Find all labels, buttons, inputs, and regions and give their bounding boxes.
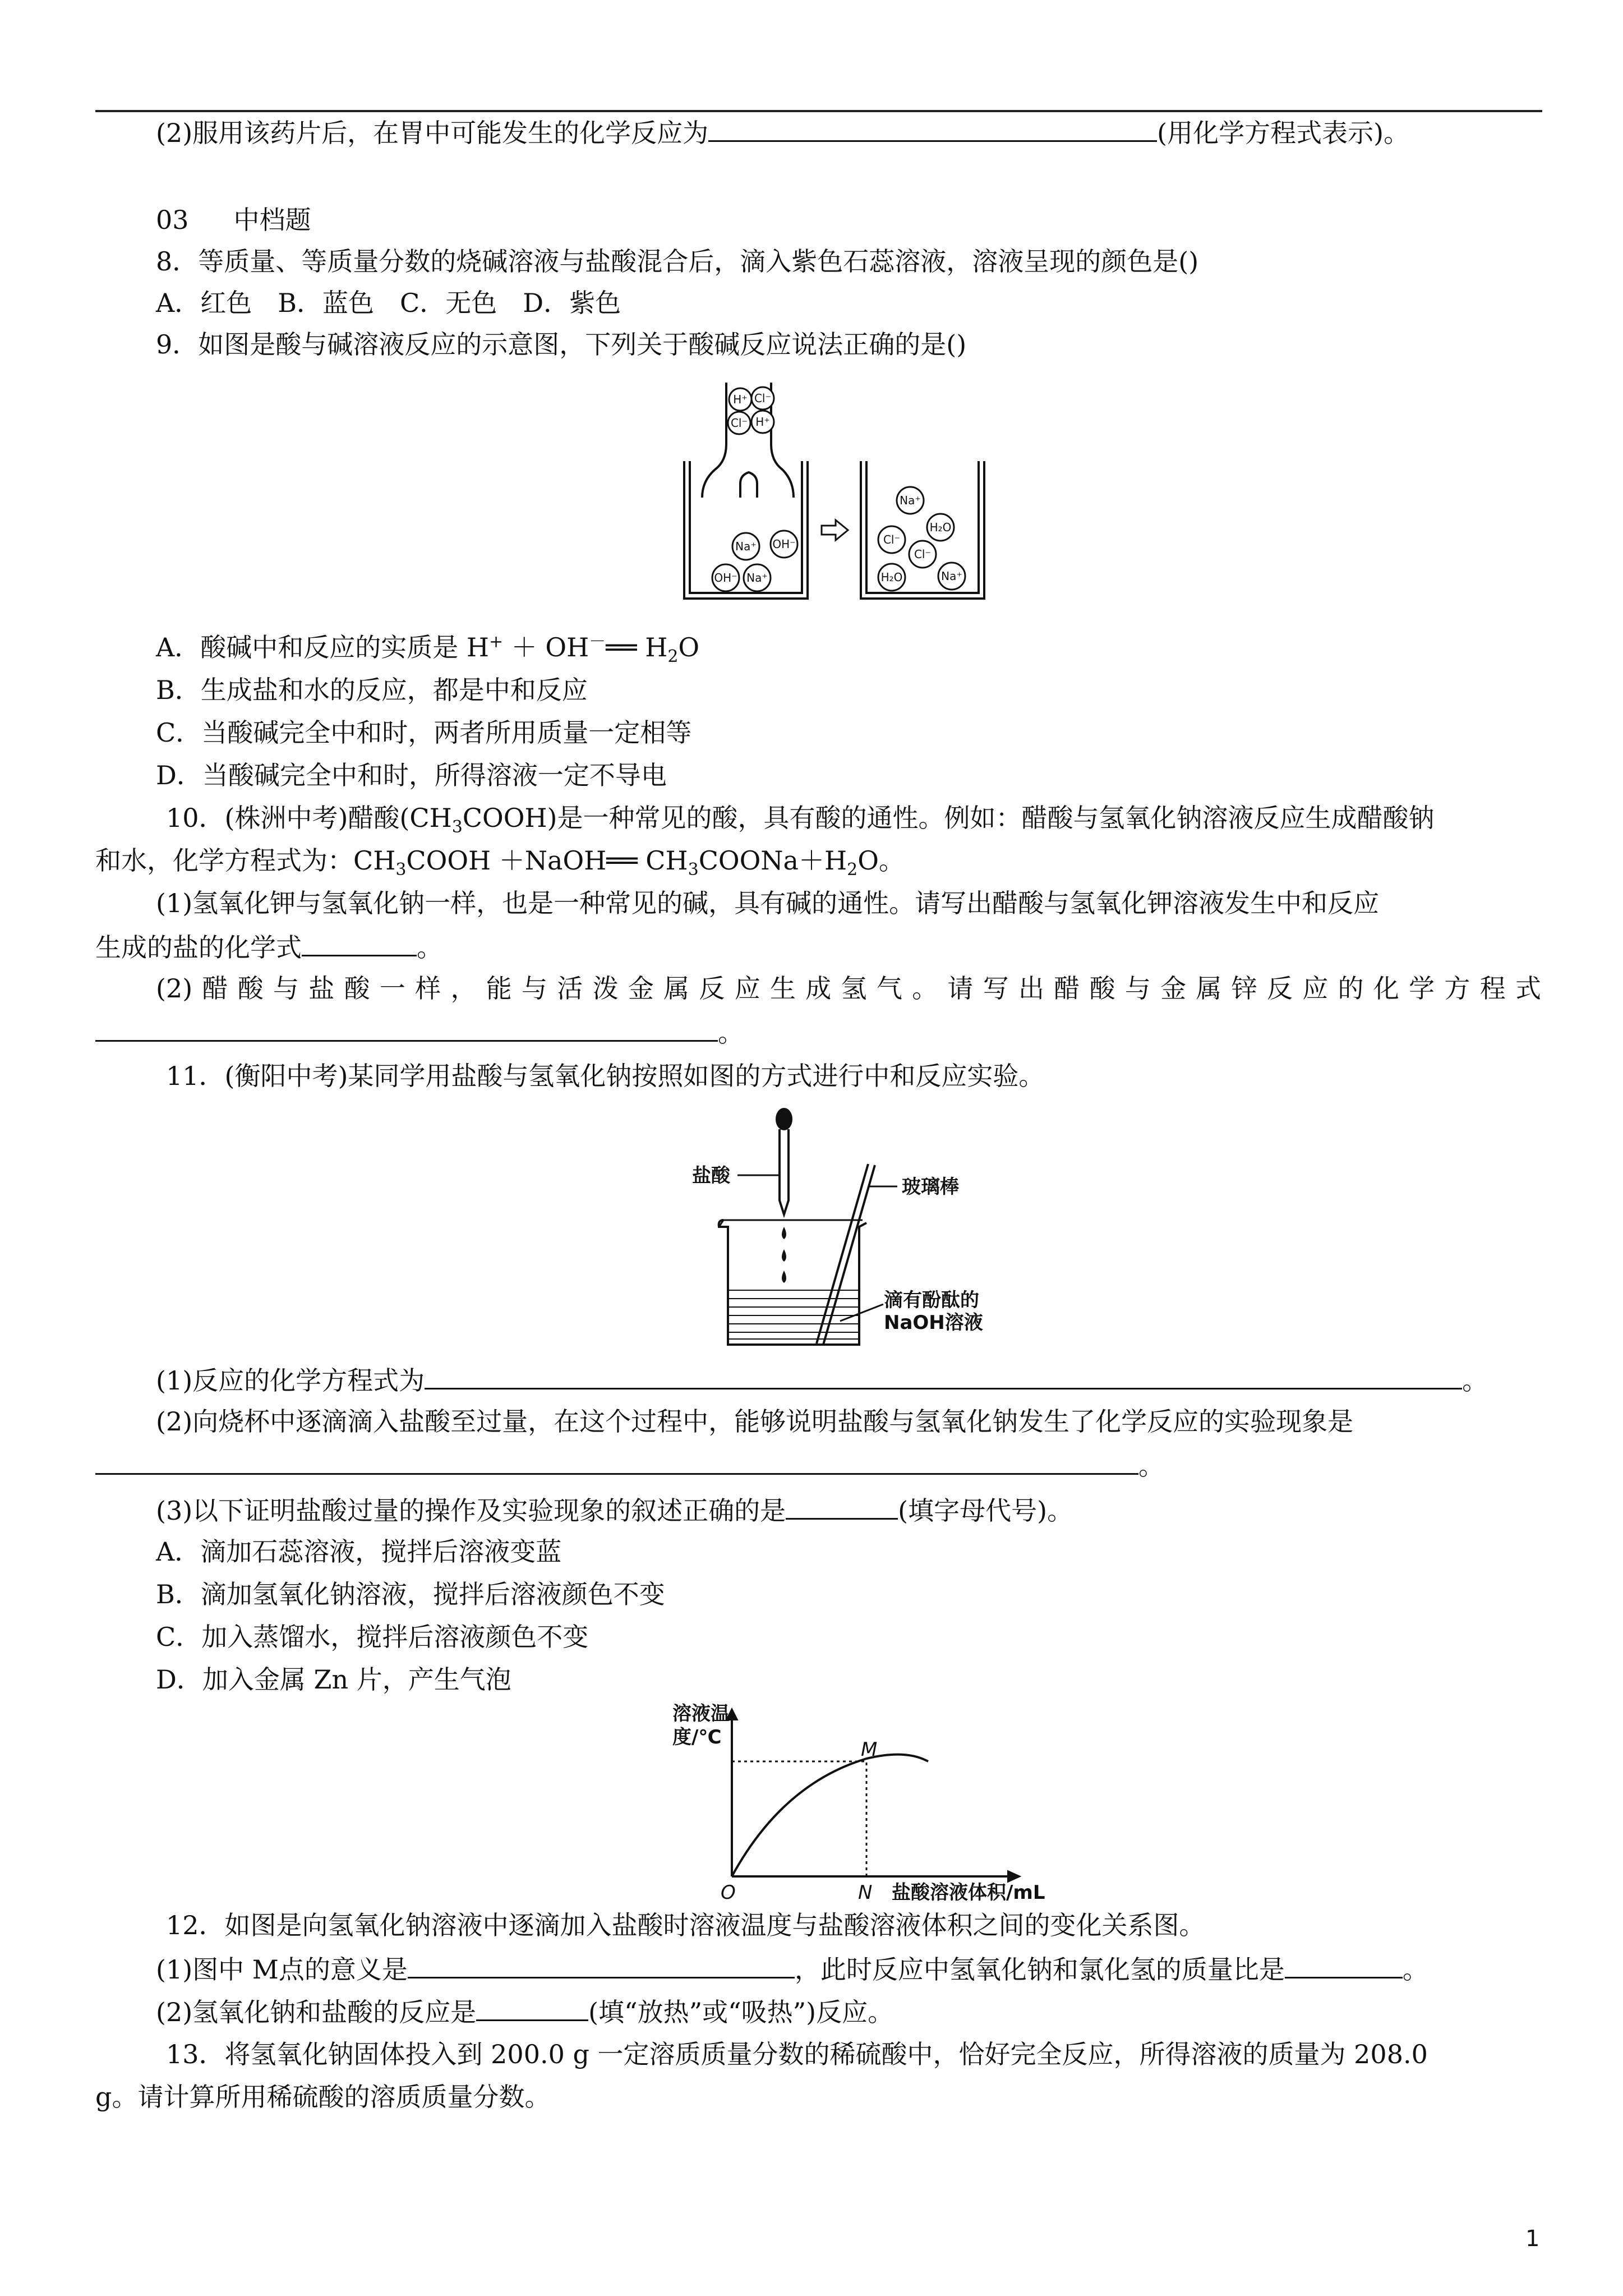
label-solution-1: 滴有酚酞的 xyxy=(884,1289,979,1312)
q11-option-c: C．加入蒸馏水，搅拌后溶液颜色不变 xyxy=(156,1622,589,1652)
header-rule xyxy=(95,110,1542,112)
beaker1-ion-1: Na⁺ xyxy=(735,540,757,553)
beaker2-ion-4: Cl⁻ xyxy=(914,547,932,561)
graph-origin-label: O xyxy=(721,1881,736,1904)
q11-figure-titration xyxy=(684,1102,1032,1355)
beaker2-ion-5: H₂O xyxy=(880,570,903,584)
page-number: 1 xyxy=(1525,2226,1540,2252)
q7-part2 xyxy=(156,116,1409,149)
q10-part2-line2: 。 xyxy=(95,1015,744,1048)
graph-point-n-label: N xyxy=(858,1881,873,1904)
q9-option-c: C．当酸碱完全中和时，两者所用质量一定相等 xyxy=(156,717,692,748)
graph-xlabel: 盐酸溶液体积/mL xyxy=(892,1881,1045,1904)
q11-equation-blank[interactable] xyxy=(425,1363,1462,1389)
beaker2-ion-2: H₂O xyxy=(929,521,952,534)
beaker2-ion-1: Na⁺ xyxy=(900,494,921,507)
q9-option-a: A．酸碱中和反应的实质是 H+ ＋ OH－══ $H_2O$ xyxy=(156,632,700,667)
beaker2-ion-6: Na⁺ xyxy=(941,569,962,583)
q12-temperature-graph xyxy=(670,1700,1045,1904)
q9-figure-acid-base-diagram xyxy=(667,377,1038,613)
q11-option-b: B．滴加氢氧化钠溶液，搅拌后溶液颜色不变 xyxy=(156,1579,665,1609)
q10-line1: 10．(株洲中考)醋酸$(CH_3COOH)$是一种常见的酸，具有酸的通性。例如：醋酸与氢氧化钠溶液反应生成醋酸钠 xyxy=(166,803,1435,838)
section-title: 中档题 xyxy=(233,205,311,235)
q8-options: A．红色 B．蓝色 C．无色 D．紫色 xyxy=(156,288,621,318)
funnel-ion-4: H⁺ xyxy=(755,415,770,429)
q12-stem: 12．如图是向氢氧化钠溶液中逐滴加入盐酸时溶液温度与盐酸溶液体积之间的变化关系图。 xyxy=(166,1910,1205,1940)
beaker2-ion-3: Cl⁻ xyxy=(883,533,901,546)
q10-part1-line1: (1)氢氧化钾与氢氧化钠一样，也是一种常见的碱，具有碱的通性。请写出醋酸与氢氧化钾溶液发生中和反应 xyxy=(156,888,1380,918)
q9-stem: 9．如图是酸与碱溶液反应的示意图，下列关于酸碱反应说法正确的是() xyxy=(156,329,967,360)
q11-stem: 11．(衡阳中考)某同学用盐酸与氢氧化钠按照如图的方式进行中和反应实验。 xyxy=(166,1061,1045,1091)
funnel-ion-1: H⁺ xyxy=(733,393,748,406)
q10-line2: 和水，化学方程式为：$CH_3COOH$ ＋NaOH══ $CH_3COONa+H_2O$。 xyxy=(95,845,905,880)
q7-part2-suffix: (用化学方程式表示)。 xyxy=(1157,118,1410,148)
q11-option-a: A．滴加石蕊溶液，搅拌后溶液变蓝 xyxy=(156,1536,562,1567)
q12-mass-ratio-blank[interactable] xyxy=(1285,1952,1403,1978)
q12-heat-blank[interactable] xyxy=(476,1995,588,2021)
q12-m-point-blank[interactable] xyxy=(408,1952,795,1978)
q10-part2-line1: (2)醋酸与盐酸一样，能与活泼金属反应生成氢气。请写出醋酸与金属锌反应的化学方程式 xyxy=(156,973,1541,1004)
q13-line1: 13．将氢氧化钠固体投入到 200.0 g 一定溶质质量分数的稀硫酸中，恰好完全反应，所得溶液的质量为 208.0 xyxy=(166,2039,1428,2069)
q7-part2-text: (2)服用该药片后，在胃中可能发生的化学反应为 xyxy=(156,118,709,148)
q11-part2-line1: (2)向烧杯中逐滴滴入盐酸至过量，在这个过程中，能够说明盐酸与氢氧化钠发生了化学反应的实验现象是 xyxy=(156,1406,1354,1437)
q11-option-d: D．加入金属 Zn 片，产生气泡 xyxy=(156,1664,511,1695)
q9-option-d: D．当酸碱完全中和时，所得溶液一定不导电 xyxy=(156,760,667,790)
graph-ylabel-1: 溶液温 xyxy=(672,1703,730,1725)
q13-line2: g。请计算所用稀硫酸的溶质质量分数。 xyxy=(95,2082,551,2112)
label-solution-2: NaOH溶液 xyxy=(884,1312,983,1334)
q10-equation-blank[interactable] xyxy=(95,1015,718,1042)
q10-salt-formula-blank[interactable] xyxy=(302,930,417,956)
q9-option-b: B．生成盐和水的反应，都是中和反应 xyxy=(156,675,588,705)
q10-part1-line2: 生成的盐的化学式 。 xyxy=(95,930,442,963)
q11-part2-line2: 。 xyxy=(95,1448,1164,1481)
label-glass-rod: 玻璃棒 xyxy=(902,1176,959,1198)
funnel-ion-3: Cl⁻ xyxy=(730,416,748,430)
q12-part2: (2)氢氧化钠和盐酸的反应是 (填“放热”或“吸热”)反应。 xyxy=(156,1995,893,2028)
q8-stem: 8．等质量、等质量分数的烧碱溶液与盐酸混合后，滴入紫色石蕊溶液，溶液呈现的颜色是() xyxy=(156,246,1199,277)
q12-part1: (1)图中 M点的意义是 ，此时反应中氢氧化钠和氯化氢的质量比是 。 xyxy=(156,1952,1428,1985)
label-acid: 盐酸 xyxy=(692,1165,730,1187)
graph-point-m-label: M xyxy=(861,1738,878,1761)
q11-part3: (3)以下证明盐酸过量的操作及实验现象的叙述正确的是 (填字母代号)。 xyxy=(156,1493,1073,1526)
section-number: 03 xyxy=(156,205,189,235)
funnel-ion-2: Cl⁻ xyxy=(754,392,772,405)
q7-answer-blank[interactable] xyxy=(708,116,1157,142)
q11-phenomenon-blank[interactable] xyxy=(95,1448,1138,1475)
beaker1-ion-2: OH⁻ xyxy=(772,537,796,551)
beaker1-ion-4: Na⁺ xyxy=(746,571,768,585)
q11-choice-blank[interactable] xyxy=(786,1493,898,1520)
beaker1-ion-3: OH⁻ xyxy=(714,571,737,585)
section-heading xyxy=(156,204,311,236)
graph-ylabel-2: 度/℃ xyxy=(672,1726,722,1749)
q11-part1: (1)反应的化学方程式为 。 xyxy=(156,1363,1488,1396)
